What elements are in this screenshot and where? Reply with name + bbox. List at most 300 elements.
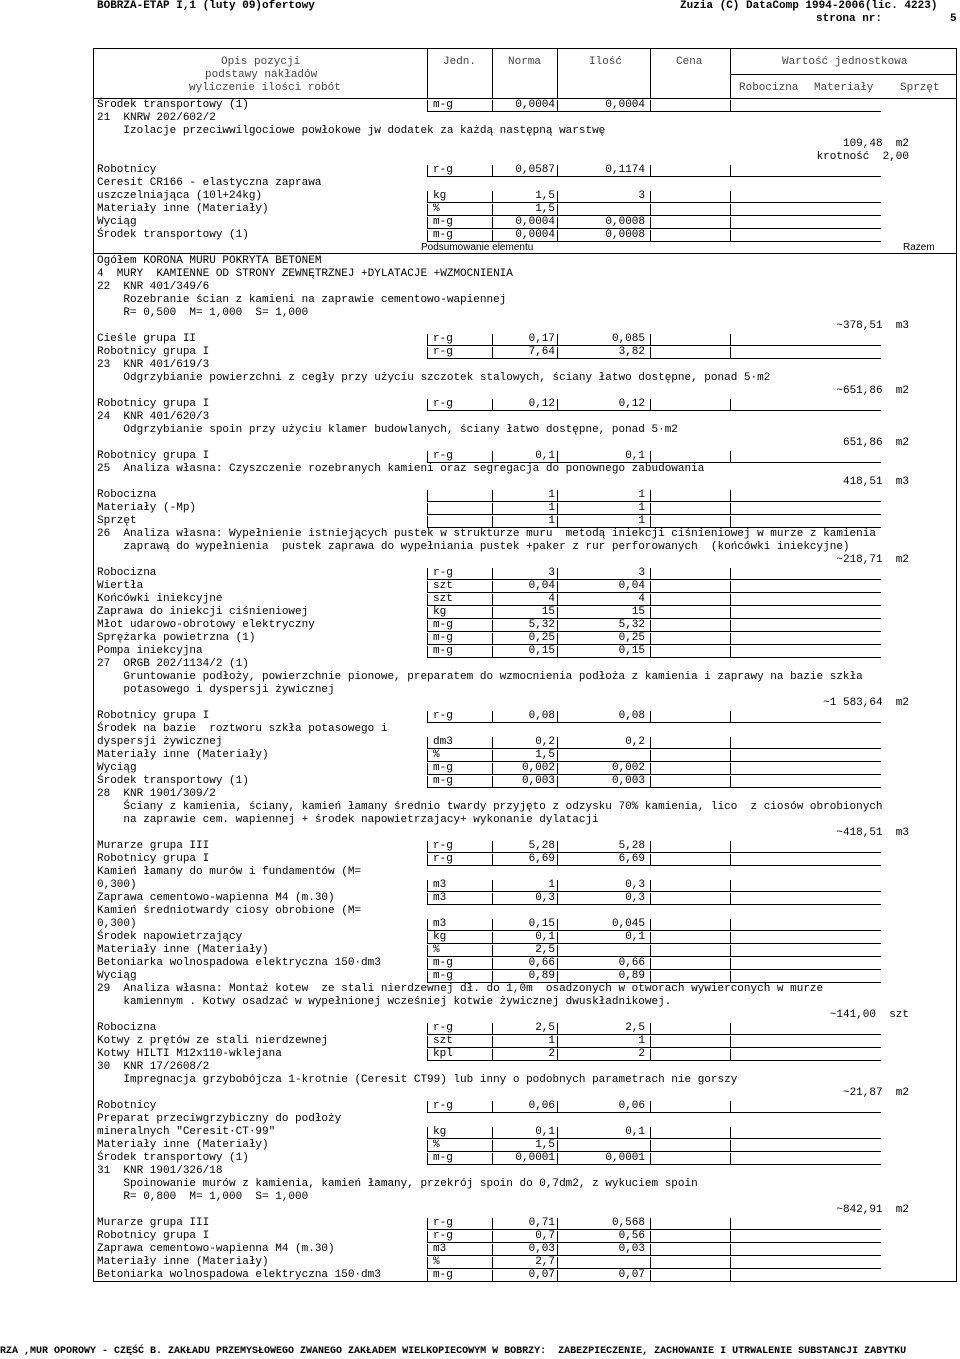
item-description: Rozebranie ścian z kamieni na zaprawie cementowo-wapiennej	[97, 294, 507, 306]
item-description: Murarze grupa III	[97, 1217, 210, 1229]
item-quantity: 0,0001	[605, 1152, 645, 1164]
item-norm: 1	[548, 489, 555, 501]
price-cell	[650, 750, 731, 762]
value-cell	[730, 880, 881, 892]
item-quantity: 3	[638, 190, 645, 202]
item-description: Końcówki iniekcyjne	[97, 593, 223, 605]
price-cell	[650, 334, 731, 346]
item-quantity: 0,66	[618, 957, 645, 969]
element-total-label: Razem	[903, 242, 935, 253]
price-cell	[650, 581, 731, 593]
item-unit: m3	[433, 892, 447, 904]
item-measure: ~1 583,64 m2	[823, 697, 909, 709]
item-description: Robotnicy	[97, 164, 157, 176]
header-subseparator	[730, 74, 957, 75]
item-norm: 2,7	[535, 1256, 555, 1268]
page-number: 5	[950, 13, 957, 25]
value-cell	[730, 490, 881, 502]
item-description: 25 Analiza własna: Czyszczenie rozebranych kamieni oraz segregacja do ponownego zabudowania	[97, 463, 705, 475]
header-unit-value: Wartość jednostkowa	[782, 56, 908, 68]
item-quantity: 5,32	[618, 619, 645, 631]
value-cell	[730, 399, 881, 411]
item-description: Preparat przeciwgrzybiczny do podłoży	[97, 1113, 342, 1125]
item-unit: m-g	[433, 216, 453, 228]
item-quantity: 3	[638, 567, 645, 579]
item-description: Sprzęt	[97, 515, 137, 527]
item-unit: r-g	[433, 450, 453, 462]
item-norm: 15	[541, 606, 555, 618]
item-measure: ~21,87 m2	[842, 1087, 909, 1099]
quantity-cell	[557, 568, 651, 580]
item-quantity: 3,82	[618, 346, 645, 358]
price-cell	[650, 880, 731, 892]
item-quantity: 4	[638, 593, 645, 605]
item-unit: %	[433, 944, 440, 956]
item-description: Cieśle grupa II	[97, 333, 197, 345]
item-norm: 0,2	[535, 736, 555, 748]
item-norm: 0,0587	[515, 164, 555, 176]
item-unit: %	[433, 1256, 440, 1268]
item-unit: m-g	[433, 632, 453, 644]
item-norm: 0,0004	[515, 229, 555, 241]
value-cell	[730, 945, 881, 957]
item-unit: m-g	[433, 1269, 453, 1281]
item-norm: 2	[548, 1048, 555, 1060]
value-cell	[730, 1127, 881, 1139]
software-info: Zuzia (C) DataComp 1994-2006(lic. 4223)	[680, 0, 938, 12]
item-description: Robocizna	[97, 567, 157, 579]
item-description: Odgrzybianie spoin przy użyciu klamer budowlanych, ściany łatwo dostępne, ponad 5·m2	[97, 424, 678, 436]
price-cell	[650, 620, 731, 632]
item-norm: 2,5	[535, 1022, 555, 1034]
price-cell	[650, 1101, 731, 1113]
item-norm: 0,0004	[515, 99, 555, 111]
price-cell	[650, 919, 731, 931]
item-description: Spoinowanie murów z kamienia, kamień łamany, przekrój spoin do 0,7dm2, z wykuciem spoin	[97, 1178, 698, 1190]
quantity-cell	[557, 750, 651, 762]
value-cell	[730, 620, 881, 632]
item-measure: ~842,91 m2	[836, 1204, 909, 1216]
value-cell	[730, 100, 881, 112]
item-unit: m-g	[433, 775, 453, 787]
item-description: 29 Analiza własna: Montaż kotew ze stali nierdzewnej dł. do 1,0m osadzonych w otworach wywierconych w murze	[97, 983, 824, 995]
price-cell	[650, 1270, 731, 1282]
value-cell	[730, 191, 881, 203]
item-norm: 0,0004	[515, 216, 555, 228]
item-unit: r-g	[433, 1100, 453, 1112]
value-cell	[730, 165, 881, 177]
item-norm: 3	[548, 567, 555, 579]
item-description: Kotwy HILTI M12x110-wklejana	[97, 1048, 282, 1060]
price-cell	[650, 516, 731, 528]
item-description: 0,300)	[97, 879, 137, 891]
item-unit: r-g	[433, 1217, 453, 1229]
value-cell	[730, 633, 881, 645]
item-unit: r-g	[433, 398, 453, 410]
item-unit: r-g	[433, 333, 453, 345]
value-cell	[730, 711, 881, 723]
header-quantity-calc: wyliczenie ilości robót	[189, 82, 341, 94]
item-description: na zaprawie cem. wapiennej + środek napowietrzajacy+ wykonanie dylatacji	[97, 814, 599, 826]
item-description: Kotwy z prętów ze stali nierdzewnej	[97, 1035, 329, 1047]
item-unit: kpl	[433, 1048, 453, 1060]
price-cell	[650, 347, 731, 359]
item-quantity: 0,56	[618, 1230, 645, 1242]
quantity-cell	[557, 516, 651, 528]
price-cell	[650, 1153, 731, 1165]
value-cell	[730, 854, 881, 866]
column-divider	[427, 48, 428, 98]
item-unit: m-g	[433, 957, 453, 969]
price-cell	[650, 1036, 731, 1048]
item-quantity: 0,04	[618, 580, 645, 592]
value-cell	[730, 217, 881, 229]
item-norm: 1,5	[535, 749, 555, 761]
price-cell	[650, 165, 731, 177]
item-quantity: 6,69	[618, 853, 645, 865]
item-description: 24 KNR 401/620/3	[97, 411, 210, 423]
item-norm: 0,0001	[515, 1152, 555, 1164]
item-quantity: 1	[638, 502, 645, 514]
item-norm: 1,5	[535, 190, 555, 202]
value-cell	[730, 958, 881, 970]
item-description: mineralnych "Ceresit·CT·99"	[97, 1126, 276, 1138]
item-description: Materiały inne (Materiały)	[97, 1256, 269, 1268]
item-quantity: 0,03	[618, 1243, 645, 1255]
item-unit: dm3	[433, 736, 453, 748]
item-norm: 0,3	[535, 892, 555, 904]
item-norm: 0,08	[528, 710, 555, 722]
item-quantity: 0,085	[611, 333, 645, 345]
item-unit: r-g	[433, 164, 453, 176]
value-cell	[730, 776, 881, 788]
value-cell	[730, 516, 881, 528]
item-quantity: 0,002	[611, 762, 645, 774]
item-unit: kg	[433, 931, 447, 943]
item-unit: r-g	[433, 853, 453, 865]
price-cell	[650, 594, 731, 606]
value-cell	[730, 919, 881, 931]
item-norm: 0,25	[528, 632, 555, 644]
item-norm: 0,7	[535, 1230, 555, 1242]
item-unit: m3	[433, 1243, 447, 1255]
item-norm: 6,69	[528, 853, 555, 865]
quantity-cell	[557, 490, 651, 502]
value-cell	[730, 971, 881, 983]
item-unit: szt	[433, 1035, 453, 1047]
value-cell	[730, 1257, 881, 1269]
value-cell	[730, 737, 881, 749]
column-divider	[557, 48, 558, 98]
value-cell	[730, 230, 881, 242]
item-description: Środek transportowy (1)	[97, 229, 249, 241]
item-description: Odgrzybianie powierzchni z cegły przy użyciu szczotek stalowych, ściany łatwo dostępne, ponad 5·m2	[97, 372, 771, 384]
item-description: R= 0,800 M= 1,000 S= 1,000	[97, 1191, 309, 1203]
item-description: Środek napowietrzający	[97, 931, 243, 943]
item-quantity: 0,1	[625, 1126, 645, 1138]
item-unit: m-g	[433, 1152, 453, 1164]
item-norm: 0,12	[528, 398, 555, 410]
item-quantity: 1	[638, 1035, 645, 1047]
value-cell	[730, 334, 881, 346]
header-materials: Materiały	[814, 82, 874, 94]
price-cell	[650, 1244, 731, 1256]
value-cell	[730, 568, 881, 580]
item-quantity: 0,15	[618, 645, 645, 657]
item-quantity: 2	[638, 1048, 645, 1060]
price-cell	[650, 1023, 731, 1035]
item-norm: 0,1	[535, 450, 555, 462]
item-description: R= 0,500 M= 1,000 S= 1,000	[97, 307, 309, 319]
column-divider	[650, 48, 651, 98]
price-cell	[650, 763, 731, 775]
price-cell	[650, 204, 731, 216]
price-cell	[650, 451, 731, 463]
item-description: 26 Analiza własna: Wypełnienie istniejących pustek w strukturze muru metodą iniekcji ciśnieniowej w murze z kamienia	[97, 528, 876, 540]
item-description: Środek transportowy (1)	[97, 775, 249, 787]
item-description: Materiały inne (Materiały)	[97, 749, 269, 761]
item-norm: 2,5	[535, 944, 555, 956]
item-description: uszczelniająca (10l+24kg)	[97, 190, 263, 202]
header-unit: Jedn.	[443, 56, 477, 68]
value-cell	[730, 503, 881, 515]
item-unit: r-g	[433, 346, 453, 358]
quantity-cell	[557, 191, 651, 203]
item-description: Materiały (-Mp)	[97, 502, 197, 514]
price-cell	[650, 633, 731, 645]
value-cell	[730, 1036, 881, 1048]
item-norm: 1	[548, 1035, 555, 1047]
item-norm: 4	[548, 593, 555, 605]
item-unit: m-g	[433, 645, 453, 657]
page-number-label: strona nr:	[816, 13, 883, 25]
value-cell	[730, 763, 881, 775]
value-cell	[730, 1101, 881, 1113]
item-quantity: 0,08	[618, 710, 645, 722]
value-cell	[730, 607, 881, 619]
value-cell	[730, 750, 881, 762]
header-price: Cena	[676, 56, 703, 68]
item-description: Wyciąg	[97, 970, 137, 982]
item-unit: m-g	[433, 762, 453, 774]
item-description: dyspersji żywicznej	[97, 736, 223, 748]
header-description: Opis pozycji	[221, 56, 301, 68]
value-cell	[730, 1153, 881, 1165]
price-cell	[650, 737, 731, 749]
item-quantity: 0,568	[611, 1217, 645, 1229]
price-cell	[650, 399, 731, 411]
summary-separator	[93, 253, 957, 254]
item-quantity: 0,0008	[605, 229, 645, 241]
item-quantity: 2,5	[625, 1022, 645, 1034]
price-cell	[650, 1049, 731, 1061]
item-description: Robocizna	[97, 489, 157, 501]
item-description: 22 KNR 401/349/6	[97, 281, 210, 293]
item-unit: kg	[433, 190, 447, 202]
item-quantity: 0,0008	[605, 216, 645, 228]
item-description: 28 KNR 1901/309/2	[97, 788, 216, 800]
item-description: potasowego i dyspersji żywicznej	[97, 684, 335, 696]
item-description: 21 KNRW 202/602/2	[97, 112, 216, 124]
item-unit: r-g	[433, 567, 453, 579]
item-norm: 0,1	[535, 931, 555, 943]
item-unit: kg	[433, 1126, 447, 1138]
unit-cell	[427, 490, 493, 502]
price-cell	[650, 503, 731, 515]
item-description: Murarze grupa III	[97, 840, 210, 852]
item-quantity: 0,1	[625, 931, 645, 943]
value-cell	[730, 646, 881, 658]
item-quantity: 0,2	[625, 736, 645, 748]
price-cell	[650, 1127, 731, 1139]
item-unit: m-g	[433, 99, 453, 111]
quantity-cell	[557, 594, 651, 606]
item-quantity: 0,25	[618, 632, 645, 644]
item-norm: 0,71	[528, 1217, 555, 1229]
price-cell	[650, 230, 731, 242]
item-norm: 0,66	[528, 957, 555, 969]
item-description: Sprężarka powietrzna (1)	[97, 632, 256, 644]
item-description: Robotnicy grupa I	[97, 398, 210, 410]
item-description: Impregnacja grzybobójcza 1-krotnie (Ceresit CT99) lub inny o podobnych parametrach nie gorszy	[97, 1074, 738, 1086]
item-description: Kamień średniotwardy ciosy obrobione (M=	[97, 905, 362, 917]
item-description: Środek transportowy (1)	[97, 99, 249, 111]
item-quantity: 1	[638, 515, 645, 527]
item-description: Materiały inne (Materiały)	[97, 944, 269, 956]
item-unit: r-g	[433, 840, 453, 852]
price-cell	[650, 971, 731, 983]
item-quantity: 0,12	[618, 398, 645, 410]
value-cell	[730, 581, 881, 593]
value-cell	[730, 1270, 881, 1282]
price-cell	[650, 568, 731, 580]
item-measure: ~418,51 m3	[836, 827, 909, 839]
item-description: zaprawą do wypełnienia pustek zaprawa do wypełniania pustek +paker z rur perforowanych (końcówki iniekcyjne)	[97, 541, 850, 553]
value-cell	[730, 1023, 881, 1035]
column-divider	[492, 48, 493, 98]
price-cell	[650, 490, 731, 502]
item-description: 23 KNR 401/619/3	[97, 359, 210, 371]
value-cell	[730, 893, 881, 905]
item-quantity: 0,89	[618, 970, 645, 982]
item-description: kamiennym . Kotwy osadzać w wypełnionej wcześniej kotwie żywicznej dwuskładnikowej.	[97, 996, 672, 1008]
item-norm: 1	[548, 515, 555, 527]
item-norm: 0,15	[528, 918, 555, 930]
item-quantity: 0,06	[618, 1100, 645, 1112]
page-footer: RZA ,MUR OPOROWY - CZĘŚĆ B. ZAKŁADU PRZEMYSŁOWEGO ZWANEGO ZAKŁADEM WIELKOPIECOWYM W BOBRZY: ZABEZPIECZENIE, ZACHOWANIE I UTRWALENIE SUBSTANCJI ZABYTKU	[0, 1346, 907, 1357]
item-unit: %	[433, 749, 440, 761]
price-cell	[650, 1218, 731, 1230]
value-cell	[730, 1218, 881, 1230]
quantity-cell	[557, 1036, 651, 1048]
item-description: Robotnicy grupa I	[97, 1230, 210, 1242]
item-norm: 5,32	[528, 619, 555, 631]
value-cell	[730, 204, 881, 216]
item-quantity: 0,003	[611, 775, 645, 787]
item-unit: m3	[433, 879, 447, 891]
value-cell	[730, 841, 881, 853]
item-description: Gruntowanie podłoży, powierzchnie pionowe, preparatem do wzmocnienia podłoża z kamienia i zaprawy na bazie szkła	[97, 671, 863, 683]
item-norm: 1	[548, 879, 555, 891]
item-unit: szt	[433, 593, 453, 605]
item-measure: krotność 2,00	[816, 151, 909, 163]
item-description: Wiertła	[97, 580, 144, 592]
header-equipment: Sprzęt	[900, 82, 940, 94]
item-description: 30 KNR 17/2608/2	[97, 1061, 210, 1073]
item-unit: %	[433, 203, 440, 215]
item-unit: m-g	[433, 970, 453, 982]
price-cell	[650, 893, 731, 905]
item-description: Młot udarowo-obrotowy elektryczny	[97, 619, 315, 631]
item-norm: 0,03	[528, 1243, 555, 1255]
item-norm: 0,002	[521, 762, 555, 774]
item-description: Betoniarka wolnospadowa elektryczna 150·dm3	[97, 1269, 381, 1281]
item-description: Wyciąg	[97, 216, 137, 228]
price-cell	[650, 776, 731, 788]
document-title: BOBRZA-ETAP I,1 (luty 09)ofertowy	[97, 0, 315, 12]
price-cell	[650, 646, 731, 658]
element-summary-label: Podsumowanie elementu	[421, 242, 534, 253]
header-norm: Norma	[508, 56, 542, 68]
item-description: Pompa iniekcyjna	[97, 645, 203, 657]
value-cell	[730, 1244, 881, 1256]
item-description: Zaprawa do iniekcji ciśnieniowej	[97, 606, 309, 618]
header-labor: Robocizna	[739, 82, 799, 94]
item-quantity: 0,0004	[605, 99, 645, 111]
header-quantity: Ilość	[589, 56, 623, 68]
item-unit: m-g	[433, 229, 453, 241]
item-description: Robocizna	[97, 1022, 157, 1034]
price-cell	[650, 191, 731, 203]
item-description: Robotnicy grupa I	[97, 853, 210, 865]
item-unit: m-g	[433, 619, 453, 631]
item-description: Wyciąg	[97, 762, 137, 774]
quantity-cell	[557, 204, 651, 216]
price-cell	[650, 945, 731, 957]
unit-cell	[427, 503, 493, 515]
item-norm: 0,06	[528, 1100, 555, 1112]
item-norm: 5,28	[528, 840, 555, 852]
item-description: 0,300)	[97, 918, 137, 930]
value-cell	[730, 451, 881, 463]
item-description: Kamień łamany do murów i fundamentów (M=	[97, 866, 362, 878]
price-cell	[650, 854, 731, 866]
item-norm: 0,003	[521, 775, 555, 787]
quantity-cell	[557, 1049, 651, 1061]
item-quantity: 0,1174	[605, 164, 645, 176]
item-measure: ~218,71 m2	[836, 554, 909, 566]
item-unit: kg	[433, 606, 447, 618]
item-description: Robotnicy grupa I	[97, 450, 210, 462]
value-cell	[730, 1231, 881, 1243]
item-norm: 0,04	[528, 580, 555, 592]
item-description: Robotnicy grupa I	[97, 346, 210, 358]
quantity-cell	[557, 1140, 651, 1152]
quantity-cell	[557, 503, 651, 515]
item-norm: 1,5	[535, 203, 555, 215]
item-unit: szt	[433, 580, 453, 592]
item-norm: 7,64	[528, 346, 555, 358]
item-description: Betoniarka wolnospadowa elektryczna 150·dm3	[97, 957, 381, 969]
price-cell	[650, 711, 731, 723]
price-cell	[650, 1140, 731, 1152]
item-quantity: 0,045	[611, 918, 645, 930]
item-quantity: 5,28	[618, 840, 645, 852]
item-description: Zaprawa cementowo-wapienna M4 (m.30)	[97, 892, 335, 904]
item-norm: 0,15	[528, 645, 555, 657]
item-quantity: 0,1	[625, 450, 645, 462]
price-cell	[650, 1257, 731, 1269]
